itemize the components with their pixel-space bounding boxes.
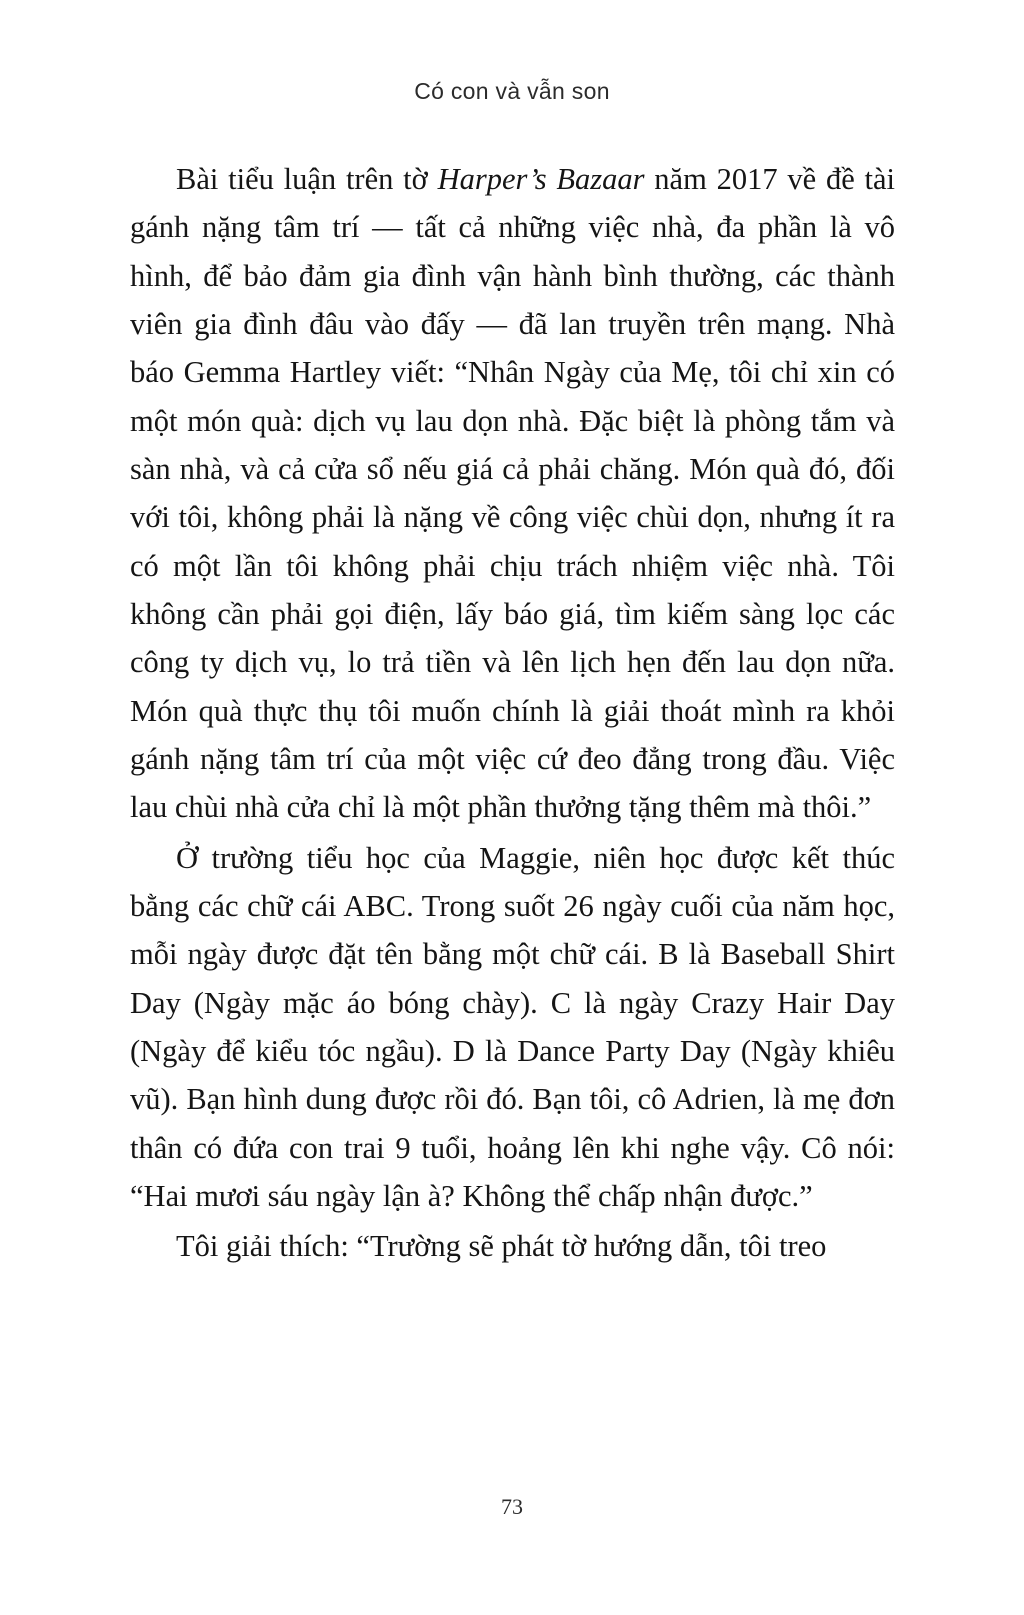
paragraph: Bài tiểu luận trên tờ Harper’s Bazaar năm 2017 về đề tài gánh nặng tâm trí — tất cả những việc nhà, đa phần là vô hình, để bảo đảm gia đình vận hành bình thường, các thành viên gia đình đâu vào đấy — đã lan truyền trên mạng. Nhà báo Gemma Hartley viết: “Nhân Ngày của Mẹ, tôi chỉ xin có một món quà: dịch vụ lau dọn nhà. Đặc biệt là phòng tắm và sàn nhà, và cả cửa sổ nếu giá cả phải chăng. Món quà đó, đối với tôi, không phải là nặng về công việc chùi dọn, nhưng ít ra có một lần tôi không phải chịu trách nhiệm việc nhà. Tôi không cần phải gọi điện, lấy báo giá, tìm kiếm sàng lọc các công ty dịch vụ, lo trả tiền và lên lịch hẹn đến lau dọn nữa. Món quà thực thụ tôi muốn chính là giải thoát mình ra khỏi gánh nặng tâm trí của một việc cứ đeo đẳng trong đầu. Việc lau chùi nhà cửa chỉ là một phần thưởng tặng thêm mà thôi.” — [130, 162, 895, 825]
paragraph: Tôi giải thích: “Trường sẽ phát tờ hướng dẫn, tôi treo — [176, 1229, 827, 1264]
body-text-column — [130, 155, 895, 1271]
paragraph: Ở trường tiểu học của Maggie, niên học được kết thúc bằng các chữ cái ABC. Trong suốt 26 ngày cuối của năm học, mỗi ngày được đặt tên bằng một chữ cái. B là Baseball Shirt Day (Ngày mặc áo bóng chày). C là ngày Crazy Hair Day (Ngày để kiểu tóc ngầu). D là Dance Party Day (Ngày khiêu vũ). Bạn hình dung được rồi đó. Bạn tôi, cô Adrien, là mẹ đơn thân có đứa con trai 9 tuổi, hoảng lên khi nghe vậy. Cô nói: “Hai mươi sáu ngày lận à? Không thể chấp nhận được.” — [130, 840, 895, 1213]
running-head: Có con và vẫn son — [414, 78, 610, 104]
page-number: 73 — [501, 1494, 523, 1519]
italic-title: Harper’s Bazaar — [437, 162, 645, 196]
